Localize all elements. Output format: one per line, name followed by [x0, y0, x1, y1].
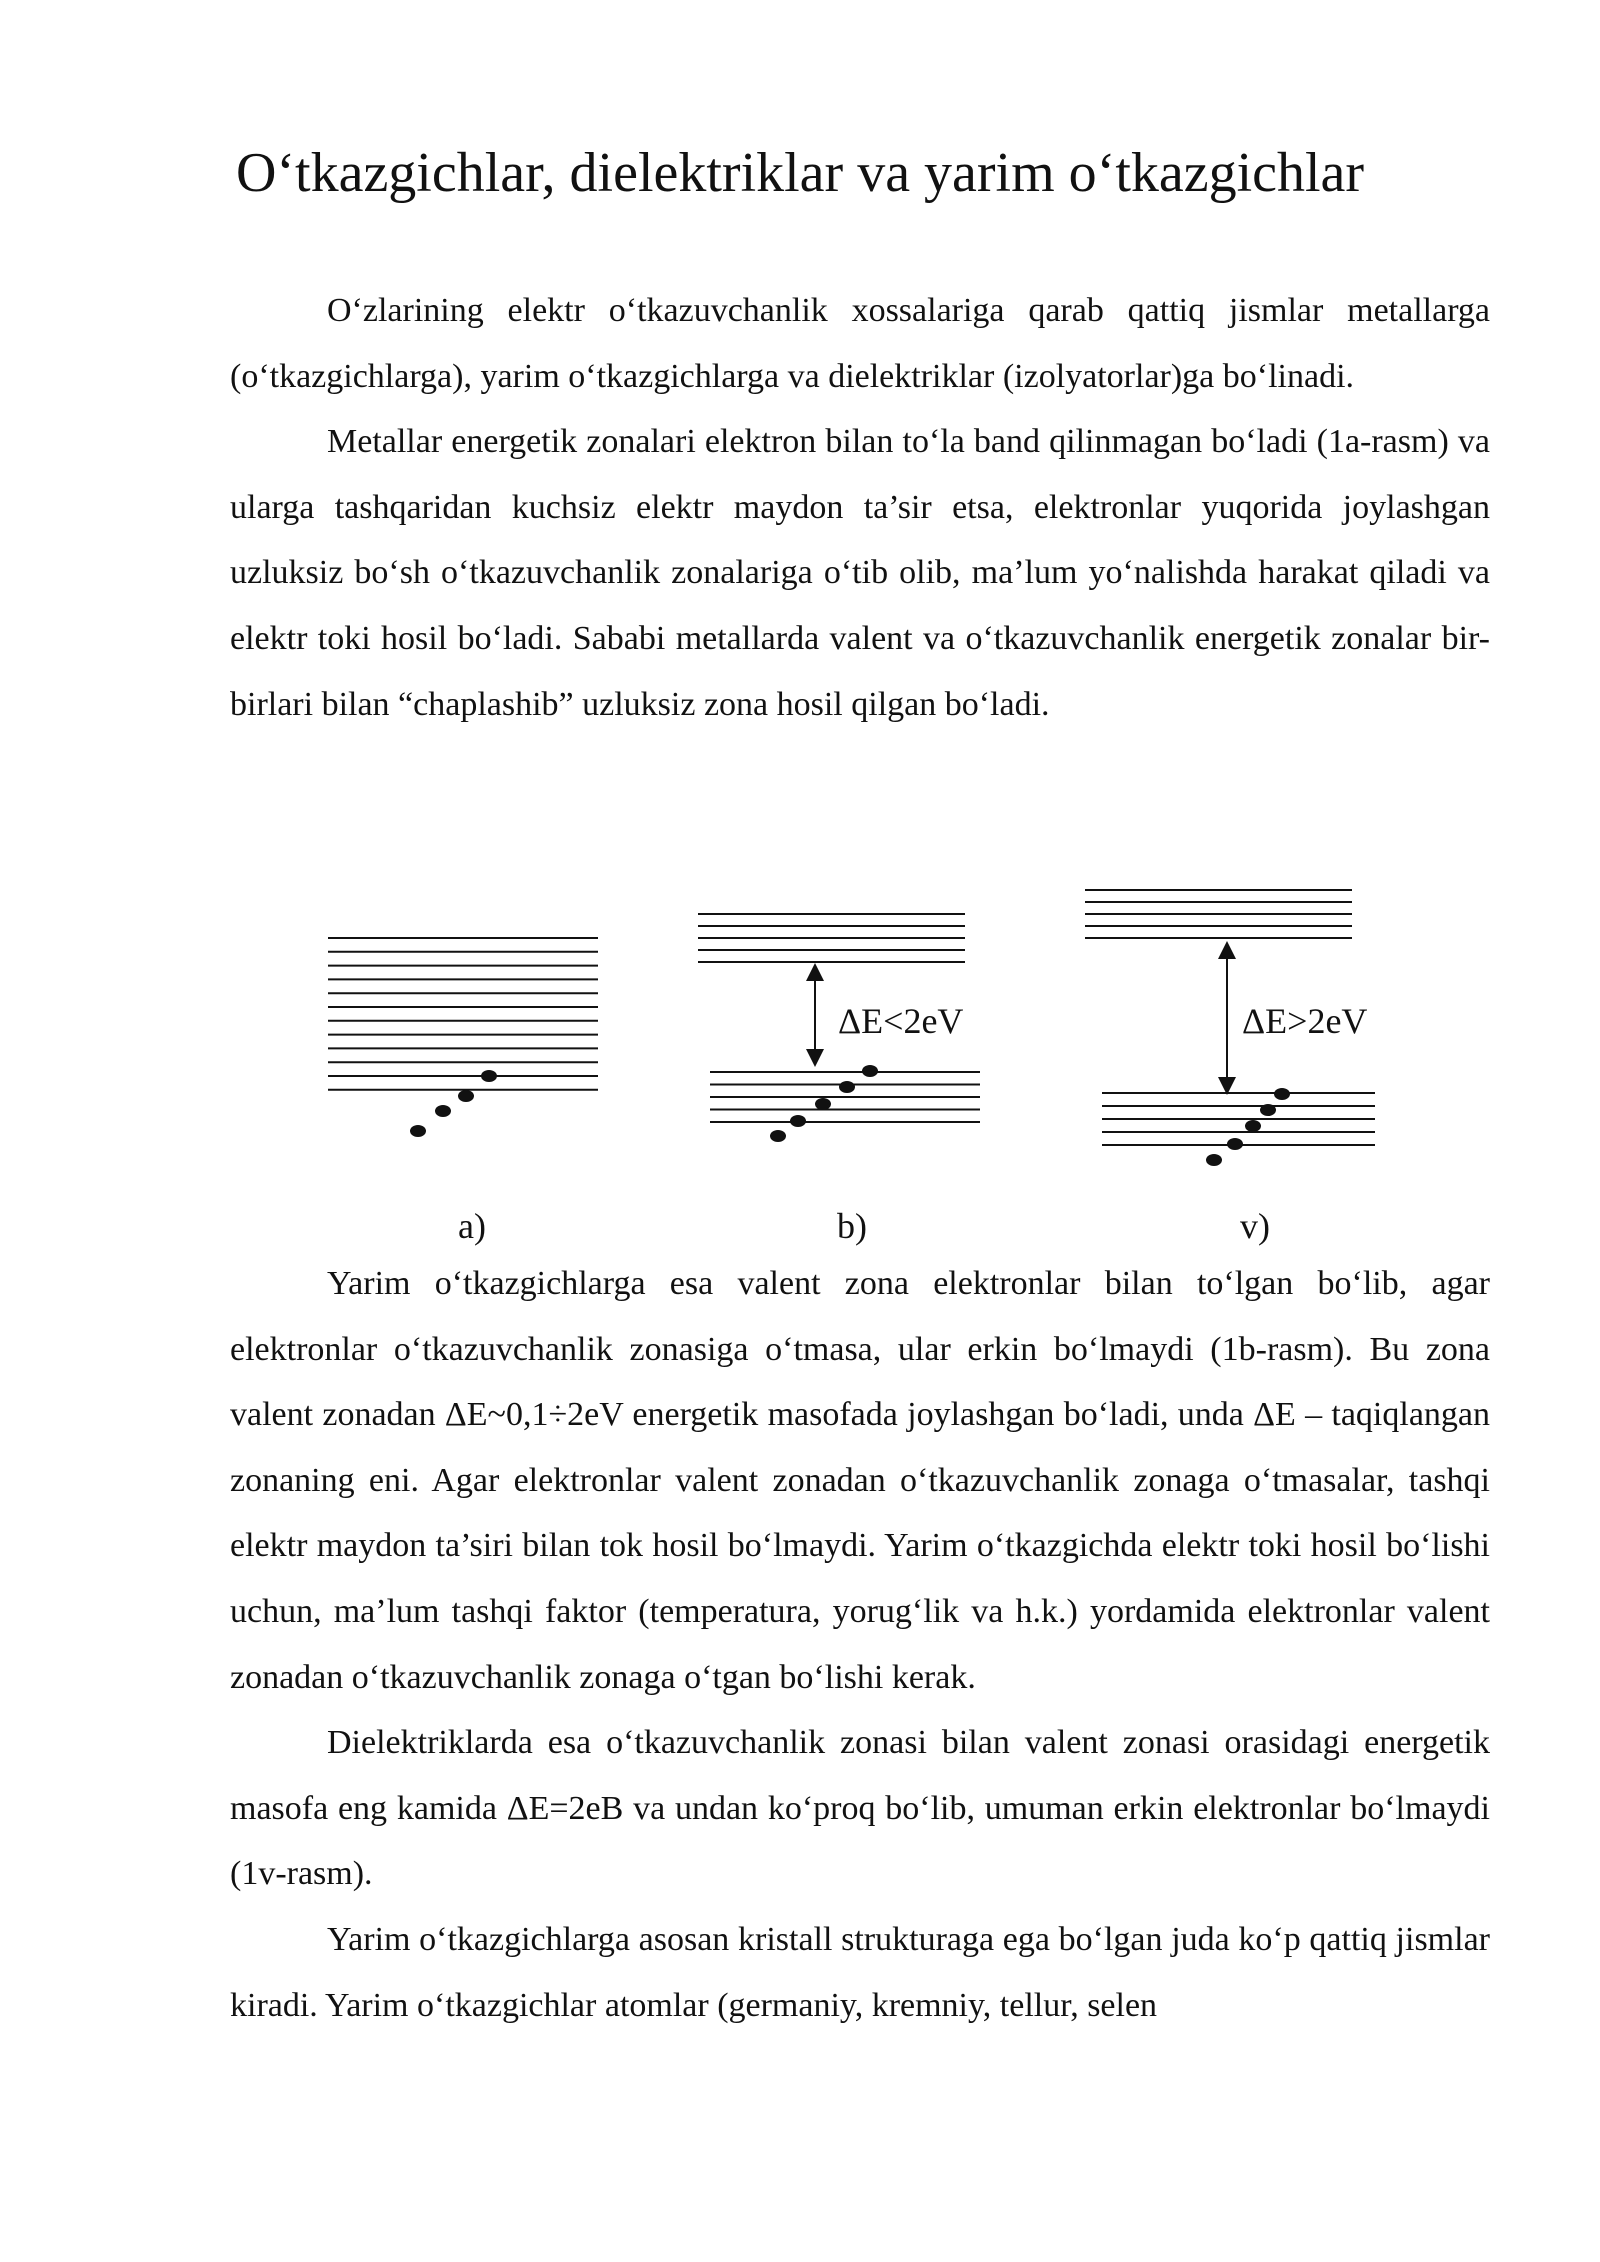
electron-dot [770, 1130, 786, 1142]
electron-dot [458, 1090, 474, 1102]
electron-dot [862, 1065, 878, 1077]
electron-dot [839, 1081, 855, 1093]
band-gap-label-b: ΔE<2eV [838, 1001, 964, 1041]
caption-b: b) [837, 1206, 867, 1246]
electron-dot [1245, 1120, 1261, 1132]
energy-band-diagram [0, 860, 1600, 1260]
electron-dot [481, 1070, 497, 1082]
caption-v: v) [1240, 1206, 1270, 1246]
electron-dot [1227, 1138, 1243, 1150]
text-block-bottom [230, 1251, 1490, 2038]
text-block-top [230, 278, 1490, 737]
paragraph: O‘zlarining elektr o‘tkazuvchanlik xossalariga qarab qattiq jismlar metallarga (o‘tkazgichlarga), yarim o‘tkazgichlarga va dielektriklar (izolyatorlar)ga bo‘linadi. [230, 292, 1490, 395]
paragraph: Metallar energetik zonalari elektron bilan to‘la band qilinmagan bo‘ladi (1a-rasm) va ularga tashqaridan kuchsiz elektr maydon ta’sir etsa, elektronlar yuqorida joylashgan uzluksiz bo‘sh o‘tkazuvchanlik zonalariga o‘tib olib, ma’lum yo‘nalishda harakat qiladi va elektr toki hosil bo‘ladi. Sababi metallarda valent va o‘tkazuvchanlik energetik zonalar bir-birlari bilan “chaplashib” uzluksiz zona hosil qilgan bo‘ladi. [230, 423, 1490, 723]
electron-dot [1274, 1088, 1290, 1100]
page-title: O‘tkazgichlar, dielektriklar va yarim o‘tkazgichlar [235, 142, 1365, 204]
caption-a: a) [458, 1206, 486, 1246]
electron-dot [435, 1105, 451, 1117]
band-gap-label-v: ΔE>2eV [1242, 1001, 1368, 1041]
paragraph: Yarim o‘tkazgichlarga esa valent zona elektronlar bilan to‘lgan bo‘lib, agar elektronlar o‘tkazuvchanlik zonasiga o‘tmasa, ular erkin bo‘lmaydi (1b-rasm). Bu zona valent zonadan ΔE~0,1÷2eV energetik masofada joylashgan bo‘ladi, unda ΔE – taqiqlangan zonaning eni. Agar elektronlar valent zonadan o‘tkazuvchanlik zonaga o‘tmasalar, tashqi elektr maydon ta’siri bilan tok hosil bo‘lmaydi. Yarim o‘tkazgichda elektr toki hosil bo‘lishi uchun, ma’lum tashqi faktor (temperatura, yorug‘lik va h.k.) yordamida elektronlar valent zonadan o‘tkazuvchanlik zonaga o‘tgan bo‘lishi kerak. [230, 1265, 1490, 1696]
metal-band-diagram [328, 938, 598, 1137]
paragraph: Dielektriklarda esa o‘tkazuvchanlik zonasi bilan valent zonasi orasidagi energetik masofa eng kamida ΔE=2eB va undan ko‘proq bo‘lib, umuman erkin elektronlar bo‘lmaydi (1v-rasm). [230, 1724, 1490, 1893]
electron-dot [1260, 1104, 1276, 1116]
electron-dot [1206, 1154, 1222, 1166]
electron-dot [410, 1125, 426, 1137]
paragraph: Yarim o‘tkazgichlarga asosan kristall strukturaga ega bo‘lgan juda ko‘p qattiq jismlar kiradi. Yarim o‘tkazgichlar atomlar (germaniy, kremniy, tellur, selen [230, 1920, 1490, 2024]
electron-dot [815, 1098, 831, 1110]
electron-dot [790, 1115, 806, 1127]
